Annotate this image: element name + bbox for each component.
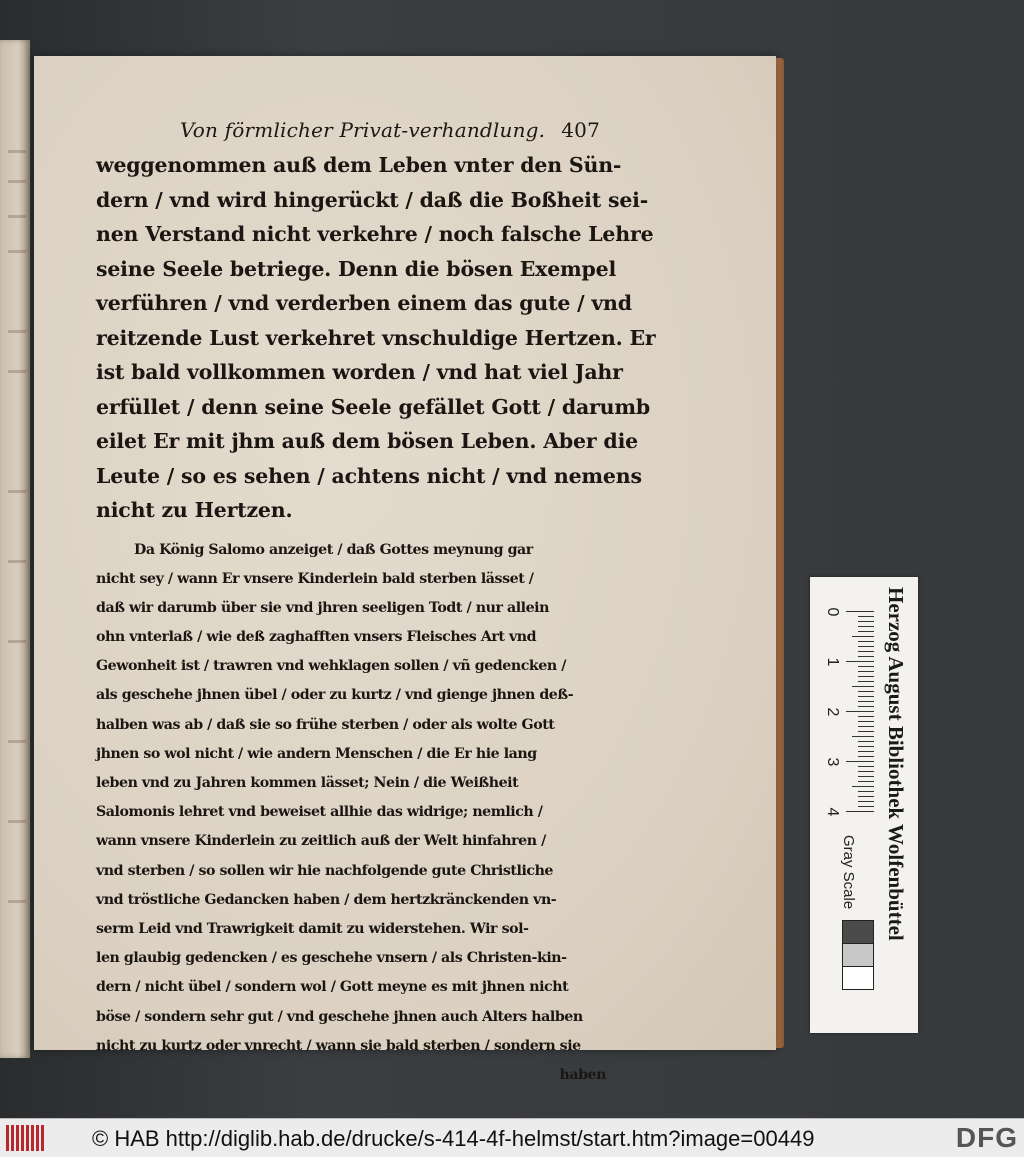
ruler-tick [858, 616, 874, 617]
ruler-tick [858, 746, 874, 747]
text-line: Da König Salomo anzeiget / daß Gottes meynung gar [134, 541, 533, 558]
ruler-tick [858, 721, 874, 722]
ruler-tick [858, 631, 874, 632]
gray-swatch-dark [842, 920, 874, 944]
text-line: Gewonheit ist / trawren vnd wehklagen sollen / vñ gedencken / [96, 658, 566, 675]
ruler-tick [858, 741, 874, 742]
ruler-tick [858, 656, 874, 657]
ruler-tick [852, 636, 874, 637]
text-line: ohn vnterlaß / wie deß zaghafften vnsers Fleisches Art vnd [96, 629, 537, 646]
text-line: serm Leid vnd Trawrigkeit damit zu widerstehen. Wir sol- [96, 920, 529, 937]
text-line: nicht zu Hertzen. [96, 498, 293, 522]
ruler-tick [858, 766, 874, 767]
ruler-tick [846, 661, 874, 662]
text-line: Leute / so es sehen / achtens nicht / vnd nemens [96, 463, 642, 488]
gray-swatch-light [842, 966, 874, 990]
ruler-tick [858, 771, 874, 772]
text-line: vnd tröstliche Gedancken haben / dem hertzkränckenden vn- [96, 891, 557, 908]
text-line: wann vnsere Kinderlein zu zeitlich auß der Welt hinfahren / [96, 833, 546, 850]
ruler-tick [846, 811, 874, 812]
ruler-number: 3 [824, 757, 841, 767]
text-line: jhnen so wol nicht / wie andern Menschen / die Er hie lang [96, 745, 537, 762]
ruler-tick [858, 626, 874, 627]
ruler-tick [858, 621, 874, 622]
scale-card [810, 577, 918, 1033]
text-line: nicht zu kurtz oder vnrecht / wann sie bald sterben / sondern sie [96, 1037, 581, 1054]
text-line: dern / nicht übel / sondern wol / Gott meyne es mit jhnen nicht [96, 979, 569, 996]
ruler-tick [858, 696, 874, 697]
ruler-tick [846, 761, 874, 762]
ruler-tick [852, 686, 874, 687]
ruler-tick [858, 676, 874, 677]
text-line: verführen / vnd verderben einem das gute / vnd [96, 291, 632, 315]
ruler-tick [858, 716, 874, 717]
ruler-tick [858, 781, 874, 782]
footer-bar [0, 1118, 1024, 1157]
ruler-number: 0 [824, 607, 841, 617]
ruler-tick [858, 791, 874, 792]
ruler-tick [858, 801, 874, 802]
ruler-tick [858, 706, 874, 707]
text-line: böse / sondern sehr gut / vnd geschehe jhnen auch Alters halben [96, 1008, 583, 1025]
text-line: leben vnd zu Jahren kommen lässet; Nein / die Weißheit [96, 775, 519, 791]
text-line: seine Seele betriege. Denn die bösen Exempel [96, 256, 617, 281]
ruler-tick [852, 736, 874, 737]
ruler-number: 2 [824, 707, 841, 717]
catchword: haben [559, 1066, 606, 1083]
dfg-logo: DFG [955, 1122, 1018, 1153]
ruler-number: 1 [824, 657, 841, 667]
ruler-tick [846, 711, 874, 712]
ruler-number: 4 [824, 807, 841, 817]
text-line: eilet Er mit jhm auß dem bösen Leben. Aber die [96, 429, 638, 453]
text-line: nen Verstand nicht verkehre / noch falsche Lehre [96, 222, 654, 246]
ruler-tick [858, 701, 874, 702]
ruler-tick [852, 786, 874, 787]
text-line: ist bald vollkommen worden / vnd hat viel Jahr [96, 360, 623, 384]
text-line: vnd sterben / so sollen wir hie nachfolgende gute Christliche [96, 862, 554, 879]
running-head [180, 118, 600, 148]
text-line: halben was ab / daß sie so frühe sterben / oder als wolte Gott [96, 716, 555, 733]
ruler-tick [858, 726, 874, 727]
text-line: Salomonis lehret vnd beweiset allhie das widrige; nemlich / [96, 804, 543, 821]
page-number: 407 [561, 118, 600, 142]
ruler-tick [858, 641, 874, 642]
scripture-quote [96, 148, 656, 528]
ruler-tick [858, 756, 874, 757]
ruler-tick [858, 651, 874, 652]
ruler-tick [858, 681, 874, 682]
gray-scale-label: Gray Scale [840, 835, 857, 910]
ruler-tick [858, 691, 874, 692]
running-head-title: Von förmlicher Privat-verhandlung. [180, 118, 546, 142]
gray-swatch-mid [842, 943, 874, 967]
text-line: dern / vnd wird hingerückt / daß die Boßheit sei- [96, 187, 649, 212]
ruler-tick [846, 611, 874, 612]
ruler-tick [858, 751, 874, 752]
hab-logo-icon [6, 1125, 48, 1151]
institution-label: Herzog August Bibliothek Wolfenbüttel [884, 587, 908, 941]
ruler-tick [858, 666, 874, 667]
text-line: erfüllet / denn seine Seele gefället Gott / darumb [96, 394, 650, 419]
text-line: nicht sey / wann Er vnsere Kinderlein bald sterben lässet / [96, 570, 534, 587]
ruler-tick [858, 646, 874, 647]
page-text [96, 148, 656, 1090]
credit-link[interactable]: © HAB http://diglib.hab.de/drucke/s-414-4f-helmst/start.htm?image=00449 [92, 1126, 815, 1151]
ruler-tick [858, 731, 874, 732]
cm-ruler [820, 597, 876, 827]
text-line: weggenommen auß dem Leben vnter den Sün- [96, 153, 622, 177]
ruler-tick [858, 671, 874, 672]
text-line: reitzende Lust verkehret vnschuldige Hertzen. Er [96, 325, 656, 350]
ruler-tick [858, 796, 874, 797]
text-line: als geschehe jhnen übel / oder zu kurtz / vnd gienge jhnen deß- [96, 687, 574, 704]
previous-page-edge [0, 40, 30, 1058]
ruler-tick [858, 776, 874, 777]
commentary-paragraph [96, 536, 606, 1091]
text-line: len glaubig gedencken / es geschehe vnsern / als Christen-kin- [96, 950, 567, 967]
text-line: daß wir darumb über sie vnd jhren seeligen Todt / nur allein [96, 599, 549, 616]
ruler-tick [858, 806, 874, 807]
